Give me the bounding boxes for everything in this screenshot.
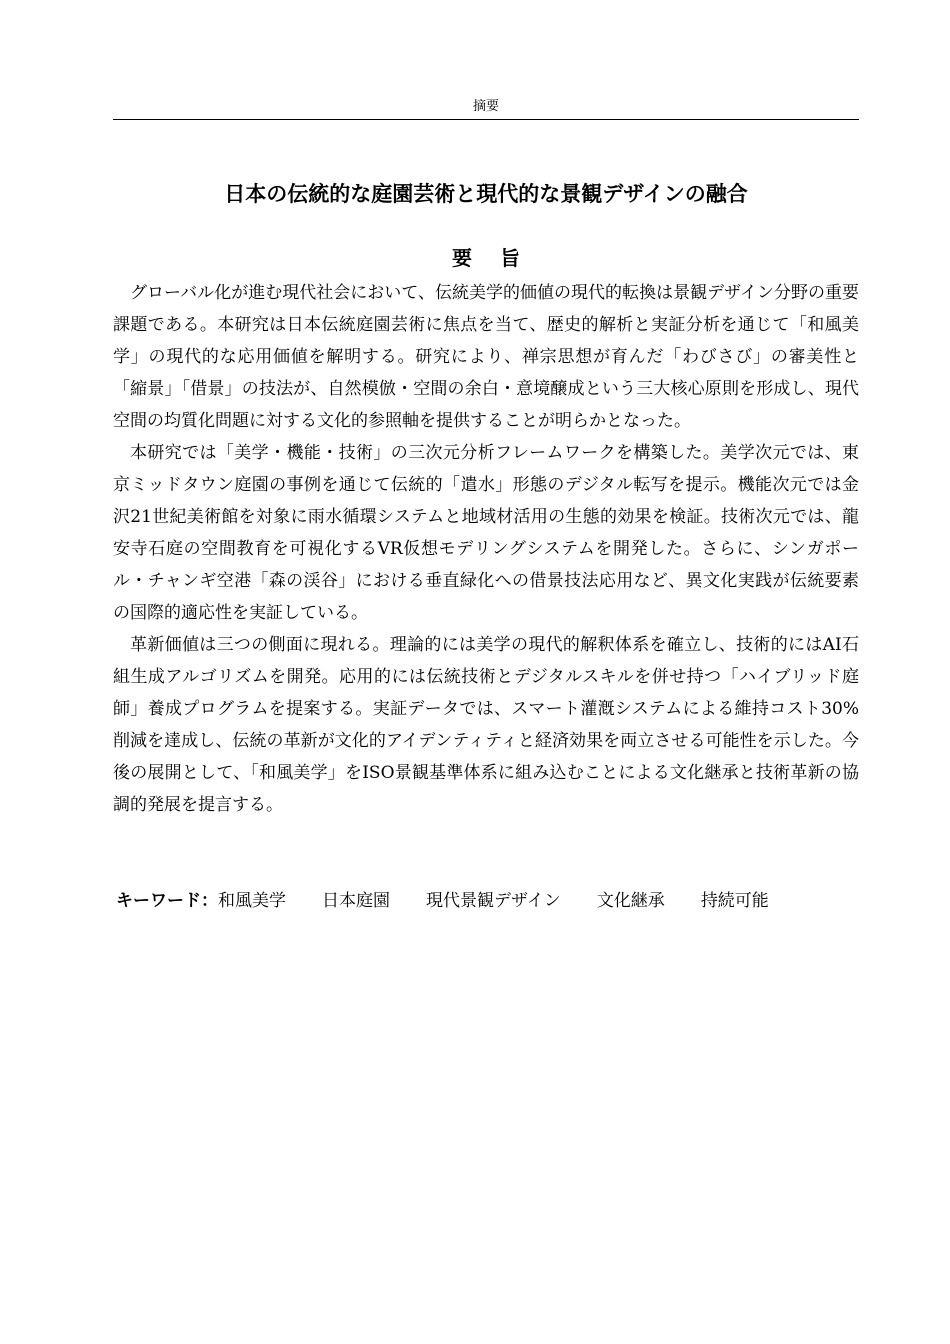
- keyword: 文化継承: [596, 891, 665, 911]
- abstract-heading: 要旨: [452, 246, 548, 270]
- keyword: 和風美学: [218, 891, 286, 911]
- keyword: 日本庭園: [322, 891, 390, 911]
- abstract-body: [113, 277, 859, 821]
- keywords-line: [116, 886, 862, 916]
- header-rule: [113, 119, 859, 120]
- keyword: 持続可能: [700, 891, 769, 911]
- keywords-label: キーワード：: [116, 891, 218, 911]
- running-header: 摘要: [472, 99, 499, 114]
- abstract-paragraph-1: グローバル化が進む現代社会において、伝統美学的価値の現代的転換は景観デザイン分野の重要課題である。本研究は日本伝統庭園芸術に焦点を当て、歴史的解析と実証分析を通じて「和風美学」の現代的な応用価値を解明する。研究により、禅宗思想が育んだ「わびさび」の審美性と「縮景」「借景」の技法が、自然模倣・空間の余白・意境醸成という三大核心原則を形成し、現代空間の均質化問題に対する文化的参照軸を提供することが明らかとなった。: [113, 283, 859, 431]
- keyword: 現代景観デザイン: [426, 891, 561, 911]
- abstract-paragraph-2: 本研究では「美学・機能・技術」の三次元分析フレームワークを構築した。美学次元では、東京ミッドタウン庭園の事例を通じて伝統的「遣水」形態のデジタル転写を提示。機能次元では金沢21世紀美術館を対象に雨水循環システムと地域材活用の生態的効果を検証。技術次元では、龍安寺石庭の空間教育を可視化するVR仮想モデリングシステムを開発した。さらに、シンガポール・チャンギ空港「森の渓谷」における垂直緑化への借景技法応用など、異文化実践が伝統要素の国際的適応性を実証している。: [113, 443, 859, 623]
- abstract-paragraph-3: 革新価値は三つの側面に現れる。理論的には美学の現代的解釈体系を確立し、技術的にはAI石組生成アルゴリズムを開発。応用的には伝統技術とデジタルスキルを併せ持つ「ハイブリッド庭師」養成プログラムを提案する。実証データでは、スマート灌漑システムによる維持コスト30%削減を達成し、伝統の革新が文化的アイデンティティと経済効果を両立させる可能性を示した。今後の展開として、「和風美学」をISO景観基準体系に組み込むことによる文化継承と技術革新の協調的発展を提言する。: [113, 635, 859, 815]
- paper-title: 日本の伝統的な庭園芸術と現代的な景観デザインの融合: [224, 182, 748, 206]
